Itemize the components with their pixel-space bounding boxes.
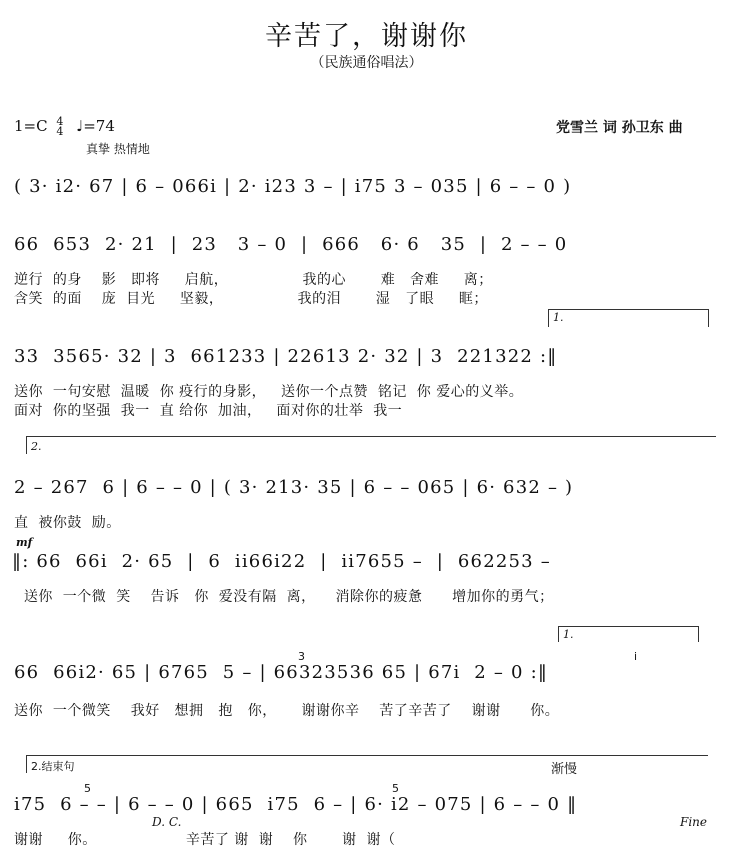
ending-line [26,755,708,756]
lyric-row-3b: 面对 你的坚强 我一 直 给你 加油， 面对你的壮举 我一 [14,403,403,419]
grace-5a: 5 [84,782,91,795]
grace-3: 3 [298,650,305,663]
score-row-2: 66 653 2· 21 | 23 3 – 0 | 666 6· 6 35 | 2 – – 0 [14,234,568,255]
volta-1-label: 1. [553,311,564,324]
volta-2-label: 2. [31,440,42,453]
grace-i: i [634,650,638,663]
score-row-5: ‖: 66 66i 2· 65 | 6 ii66i22 | ii7655 – | 662253 – [12,551,551,572]
song-subtitle: （民族通俗唱法） [310,55,423,71]
lyric-row-7: 谢谢 你。 辛苦了 谢 谢 你 谢 谢（ [14,832,396,848]
ending-left [26,755,27,773]
score-row-3: 33 3565· 32 | 3 661233 | 22613 2· 32 | 3 221322 :‖ [14,346,558,367]
volta-1-right [708,309,709,327]
expression-mark: 真挚 热情地 [86,142,150,156]
credits: 党雪兰 词 孙卫东 曲 [556,120,683,136]
key-signature [14,117,115,137]
lyric-row-4: 直 被你鼓 励。 [14,515,121,531]
lyric-row-2a: 逆行 的身 影 即将 启航， 我的心 难 舍难 离； [14,272,493,288]
ritard-mark: 渐慢 [551,762,578,777]
volta-2-left [26,436,27,454]
ending-label: 2.结束句 [31,760,75,773]
lyric-row-5: 送你 一个微 笑 告诉 你 爱没有隔 离， 消除你的疲惫 增加你的勇气； [14,589,554,605]
volta-1-line [548,309,708,310]
dc-mark: D. C. [152,815,182,829]
lyric-row-3a: 送你 一句安慰 温暖 你 疫行的身影， 送你一个点赞 铭记 你 爱心的义举。 [14,384,524,400]
key-label: 1=C [14,117,48,135]
lyric-row-2b: 含笑 的面 庞 目光 坚毅， 我的泪 湿 了眼 眶； [14,291,488,307]
score-row-1: ( 3· i2· 67 | 6 – 066i | 2· i23 3 – | i75 3 – 035 | 6 – – 0 ) [14,176,572,197]
volta-1-left [548,309,549,327]
grace-5b: 5 [392,782,399,795]
song-title: 辛苦了，谢谢你 [265,21,468,52]
dynamic-mark: mf [16,536,33,549]
volta-1b-line [558,626,698,627]
fine-mark: Fine [680,815,707,829]
volta-1b-right [698,626,699,642]
volta-2-line [26,436,716,437]
tempo-mark: ♩=74 [76,117,115,135]
time-sig-top: 4 [56,115,64,128]
lyric-row-6: 送你 一个微笑 我好 想拥 抱 你， 谢谢你辛 苦了辛苦了 谢谢 你。 [14,703,560,719]
volta-1b-label: 1. [563,628,574,641]
volta-1b-left [558,626,559,642]
score-row-7: i75 6 – – | 6 – – 0 | 665 i75 6 – | 6· i2 – 075 | 6 – – 0 ‖ [14,794,578,815]
time-sig-bottom: 4 [56,125,64,138]
score-row-6: 66 66i2· 65 | 6765 5 – | 66323536 65 | 67i 2 – 0 :‖ [14,662,549,683]
time-signature [56,117,63,137]
score-row-4: 2 – 267 6 | 6 – – 0 | ( 3· 213· 35 | 6 – – 065 | 6· 632 – ) [14,477,574,498]
